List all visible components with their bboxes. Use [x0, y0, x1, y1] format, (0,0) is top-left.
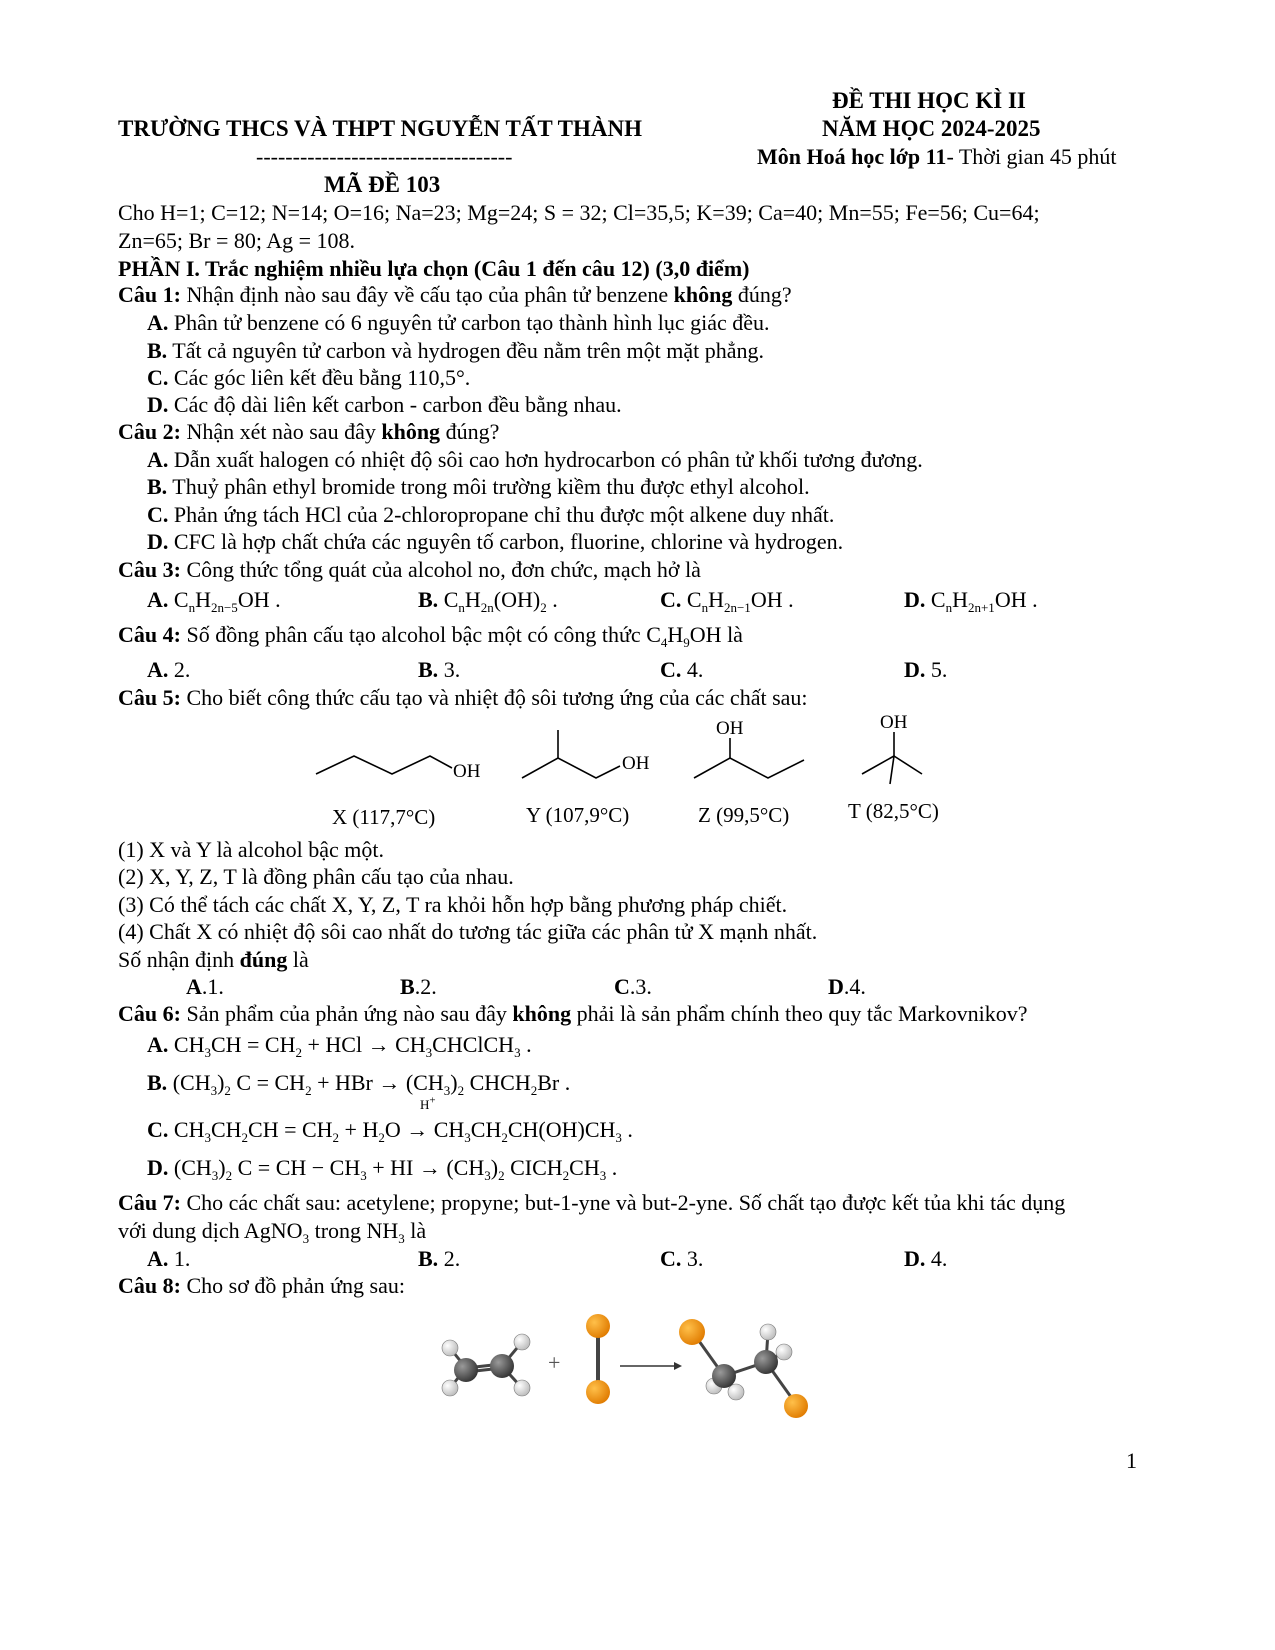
q4-label: Câu 4:: [118, 622, 181, 647]
option-letter: C.: [660, 657, 682, 682]
option-text: 2.: [443, 1246, 461, 1271]
q7-stem: [118, 1188, 1065, 1217]
option-letter: D.: [904, 1246, 926, 1271]
q5-ask-end: là: [287, 947, 309, 972]
q1-option-d: [147, 390, 622, 419]
structure-z: [694, 758, 804, 778]
structure-y: [522, 758, 620, 778]
q7-text: Cho các chất sau: acetylene; propyne; but-1-yne và but-2-yne. Số chất tạo được kết tủa khi tác dụng: [180, 1190, 1066, 1215]
option-letter: C.: [147, 502, 169, 527]
q8-label: Câu 8:: [118, 1273, 181, 1298]
q3-option-b: B. $C_nH_{2n}(OH)_2$ .: [418, 587, 558, 615]
q7-option-d: [904, 1244, 947, 1273]
q6-option-a: A. $CH_3CH = CH_2$ + HCl → $CH_3CHClCH_3$ .: [147, 1032, 532, 1060]
q5-ask-text: Số nhận định: [118, 947, 240, 972]
option-text: 3.: [686, 1246, 704, 1271]
option-text: Phân tử benzene có 6 nguyên tử carbon tạo thành hình lục giác đều.: [173, 310, 770, 335]
option-letter: B.: [147, 338, 168, 363]
structure-x: [316, 756, 452, 774]
option-letter: D.: [904, 587, 926, 612]
q6-label: Câu 6:: [118, 1001, 181, 1026]
oh-label-z: OH: [716, 718, 744, 739]
q6-option-d: D. $(CH_3)_2$ C = CH − $CH_3$ + HI → $(CH_3)_2$ $CICH_2CH_3$ .: [147, 1155, 618, 1183]
option-text: Tất cả nguyên tử carbon và hydrogen đều nằm trên một mặt phẳng.: [172, 338, 764, 363]
exam-title: ĐỀ THI HỌC KÌ II: [832, 88, 1026, 113]
option-letter: D.: [147, 392, 169, 417]
option-text: 5.: [930, 657, 948, 682]
label-z: Z (99,5°C): [698, 803, 790, 827]
oh-label-x: OH: [453, 761, 481, 782]
q5-statement-3: (3) Có thể tách các chất X, Y, Z, T ra khỏi hỗn hợp bằng phương pháp chiết.: [118, 892, 788, 917]
option-text: Các góc liên kết đều bằng 110,5°.: [173, 365, 471, 390]
option-text: Phản ứng tách HCl của 2-chloropropane chỉ thu được một alkene duy nhất.: [173, 502, 835, 527]
option-text: .4.: [843, 974, 866, 999]
q3-label: Câu 3:: [118, 557, 181, 582]
label-x: X (117,7°C): [332, 805, 436, 829]
q5-question: [118, 945, 309, 974]
option-text: 4.: [930, 1246, 948, 1271]
q2-emphasis: không: [381, 419, 441, 444]
option-letter: C.: [147, 365, 169, 390]
q1-stem: [118, 280, 792, 309]
oh-label-y: OH: [622, 753, 650, 774]
label-t: T (82,5°C): [848, 799, 939, 823]
option-letter: A.: [147, 657, 169, 682]
q1-text: Nhận định nào sau đây về cấu tạo của phân tử benzene: [180, 282, 674, 307]
q7-label: Câu 7:: [118, 1190, 181, 1215]
subject: Môn Hoá học lớp 11: [757, 144, 947, 169]
q7-option-a: [147, 1244, 190, 1273]
atomic-masses-line2: Zn=65; Br = 80; Ag = 108.: [118, 228, 356, 253]
option-letter: A.: [147, 587, 169, 612]
q7-option-b: [418, 1244, 460, 1273]
q4-option-d: [904, 655, 947, 684]
q2-option-c: [147, 500, 834, 529]
q6-option-b: B. $(CH_3)_2$ $C = CH_2$ + HBr → $(CH_3)_2$ $CHCH_2Br$ .: [147, 1070, 571, 1098]
reaction-arrow: [620, 1362, 682, 1370]
q8-stem: [118, 1271, 405, 1300]
q8-text: Cho sơ đồ phản ứng sau:: [180, 1273, 405, 1298]
option-text: 1.: [173, 1246, 191, 1271]
option-letter: C.: [660, 1246, 682, 1271]
q4-text: Số đồng phân cấu tạo alcohol bậc một có công thức: [180, 622, 647, 647]
option-letter: A.: [147, 1246, 169, 1271]
option-text: 4.: [686, 657, 704, 682]
option-letter: B.: [418, 657, 439, 682]
q1-option-c: [147, 363, 470, 392]
q1-option-a: [147, 308, 770, 337]
option-letter: D.: [904, 657, 926, 682]
option-letter: D.: [147, 1155, 169, 1180]
label-y: Y (107,9°C): [526, 803, 630, 827]
q4-text-end: là: [721, 622, 743, 647]
q5-option-a: A.1.: [186, 974, 224, 999]
option-letter: B.: [147, 1070, 168, 1095]
option-letter: A.: [147, 310, 169, 335]
q1-text-end: đúng?: [732, 282, 792, 307]
q5-stem: [118, 683, 808, 712]
q3-option-a: A. $C_nH_{2n-5}OH$ .: [147, 587, 281, 615]
school-year: NĂM HỌC 2024-2025: [822, 116, 1041, 141]
q2-text: Nhận xét nào sau đây: [180, 419, 382, 444]
q4-option-a: [147, 655, 190, 684]
reaction-diagram: [430, 1312, 830, 1442]
plus-sign: +: [548, 1350, 561, 1375]
q5-option-b: B.2.: [400, 974, 437, 999]
page-number: 1: [1126, 1448, 1137, 1473]
catalyst-h-plus: H+: [420, 1094, 436, 1112]
q7-text-2a: với dung dịch AgNO: [118, 1218, 303, 1243]
option-text: Dẫn xuất halogen có nhiệt độ sôi cao hơn hydrocarbon có phân tử khối tương đương.: [173, 447, 923, 472]
option-text: .3.: [629, 974, 652, 999]
q5-label: Câu 5:: [118, 685, 181, 710]
q5-text: Cho biết công thức cấu tạo và nhiệt độ sôi tương ứng của các chất sau:: [180, 685, 808, 710]
q5-statement-4: (4) Chất X có nhiệt độ sôi cao nhất do tương tác giữa các phân tử X mạnh nhất.: [118, 919, 818, 944]
q2-option-b: [147, 472, 810, 501]
option-letter: B.: [147, 474, 168, 499]
q7-stem-line2: với dung dịch AgNO$_3$ trong $NH_3$ là: [118, 1218, 427, 1246]
option-text: .2.: [414, 974, 437, 999]
q3-option-d: D. $C_nH_{2n+1}OH$ .: [904, 587, 1038, 615]
q6-emphasis: không: [512, 1001, 572, 1026]
q7-text-2c: là: [404, 1218, 427, 1243]
option-text: Thuỷ phân ethyl bromide trong môi trường kiềm thu được ethyl alcohol.: [172, 474, 810, 499]
option-letter: D.: [147, 529, 169, 554]
option-letter: B.: [418, 1246, 439, 1271]
exam-code: MÃ ĐỀ 103: [324, 172, 441, 197]
q1-option-b: [147, 336, 764, 365]
q3-stem: [118, 555, 701, 584]
q5-option-d: D.4.: [828, 974, 866, 999]
q5-statement-2: (2) X, Y, Z, T là đồng phân cấu tạo của nhau.: [118, 864, 514, 889]
structure-t: [862, 756, 894, 774]
q5-ask-emphasis: đúng: [239, 947, 288, 972]
q3-text: Công thức tổng quát của alcohol no, đơn chức, mạch hở là: [180, 557, 701, 582]
ethene-molecule: [442, 1334, 530, 1396]
option-text: Các độ dài liên kết carbon - carbon đều bằng nhau.: [173, 392, 622, 417]
option-text: 3.: [443, 657, 461, 682]
q2-option-d: [147, 527, 843, 556]
option-text: 2.: [173, 657, 191, 682]
q2-stem: [118, 417, 499, 446]
option-letter: C.: [660, 587, 682, 612]
school-name: TRƯỜNG THCS VÀ THPT NGUYỄN TẤT THÀNH: [118, 116, 643, 141]
q5-option-c: C.3.: [614, 974, 652, 999]
part1-title: PHẦN I. Trắc nghiệm nhiều lựa chọn (Câu 1 đến câu 12) (3,0 điểm): [118, 256, 750, 281]
q1-emphasis: không: [673, 282, 733, 307]
option-text: .1.: [201, 974, 224, 999]
option-letter: C.: [147, 1117, 169, 1142]
q5-statement-1: (1) X và Y là alcohol bậc một.: [118, 837, 384, 862]
option-letter: A.: [147, 447, 169, 472]
subject-line: [757, 142, 1117, 171]
q4-stem: Câu 4: Số đồng phân cấu tạo alcohol bậc một có công thức $C_4H_9OH$ là: [118, 622, 743, 650]
option-letter: B.: [418, 587, 439, 612]
bromine-molecule: [586, 1314, 610, 1404]
header-dashes: -----------------------------------: [256, 144, 513, 169]
alcohol-structures-figure: [300, 712, 1000, 842]
q7-text-2b: trong NH: [309, 1218, 399, 1243]
atomic-masses-line1: Cho H=1; C=12; N=14; O=16; Na=23; Mg=24; S = 32; Cl=35,5; K=39; Ca=40; Mn=55; Fe=56; Cu=64;: [118, 200, 1040, 225]
q2-label: Câu 2:: [118, 419, 181, 444]
q6-text: Sản phẩm của phản ứng nào sau đây: [180, 1001, 513, 1026]
q2-text-end: đúng?: [440, 419, 500, 444]
q6-text-end: phải là sản phẩm chính theo quy tắc Markovnikov?: [571, 1001, 1028, 1026]
q6-stem: [118, 999, 1028, 1028]
q4-option-c: [660, 655, 703, 684]
dibromoethane-molecule: [679, 1319, 808, 1418]
option-text: CFC là hợp chất chứa các nguyên tố carbon, fluorine, chlorine và hydrogen.: [173, 529, 844, 554]
exam-time: - Thời gian 45 phút: [946, 144, 1117, 169]
q1-label: Câu 1:: [118, 282, 181, 307]
q6-option-c: C. $CH_3CH_2CH = CH_2 + H_2O \to CH_3CH_2CH(OH)CH_3$ .: [147, 1117, 633, 1145]
option-letter: A.: [147, 1032, 169, 1057]
q7-option-c: [660, 1244, 703, 1273]
q3-option-c: C. $C_nH_{2n-1}OH$ .: [660, 587, 794, 615]
oh-label-t: OH: [880, 712, 908, 733]
q4-option-b: [418, 655, 460, 684]
q2-option-a: [147, 445, 923, 474]
